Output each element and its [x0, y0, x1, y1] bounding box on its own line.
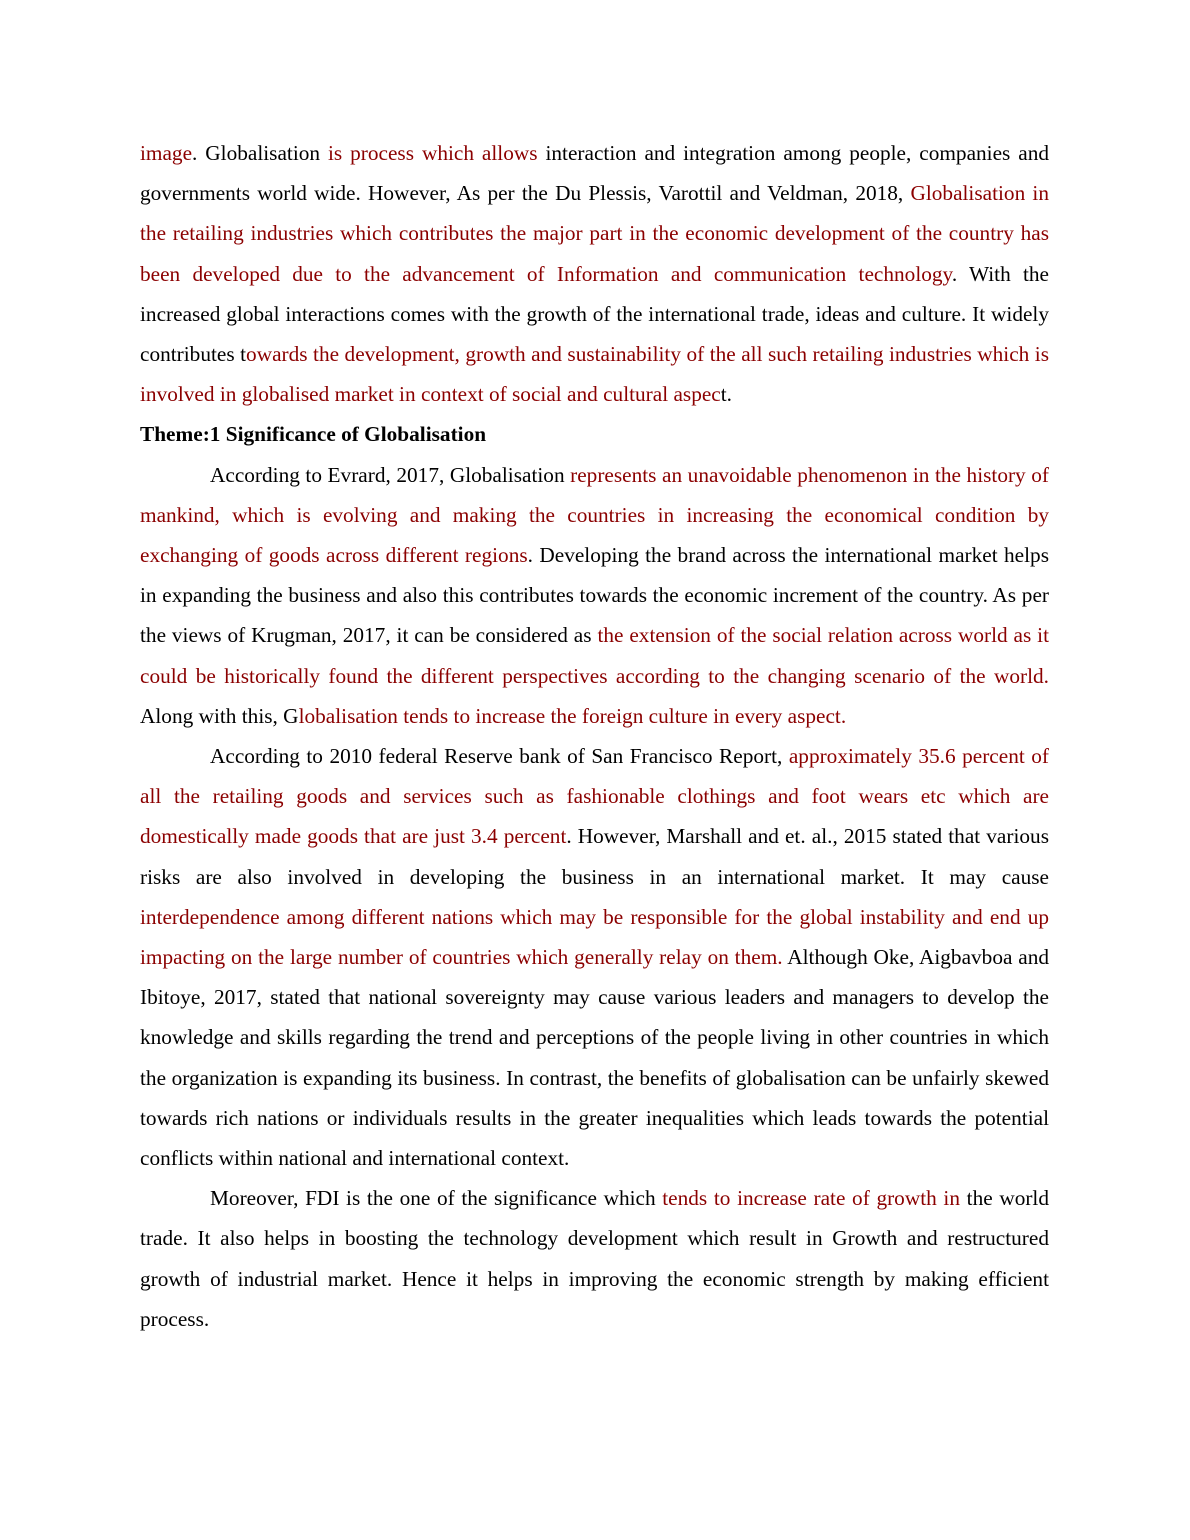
intro-text-2: . Globalisation [192, 141, 328, 165]
p1-text-6: lobalisation tends to increase the foreign culture in every aspect. [298, 703, 847, 728]
p1-text-5: Along with this, G [140, 703, 299, 728]
intro-text-7: owards the development, growth and sustainability of the all such retailing industries which is involved in globalised market in context of social and cultural aspec [140, 342, 1050, 407]
p3-text-3: the world trade. It also helps in boosting the technology development which result in Growth and restructured growth of industrial market. Hence it helps in improving the economic strength by making efficient process. [140, 1186, 1050, 1331]
intro-text-1: image [140, 141, 193, 165]
p1-text-1: According to Evrard, 2017, Globalisation [210, 462, 571, 487]
document-page [140, 133, 1049, 1339]
theme-heading: Theme:1 Significance of Globalisation [140, 422, 487, 447]
intro-text-6: . With the increased global interactions comes with the growth of the international trade, ideas and culture. It widely contributes t [140, 261, 1049, 367]
paragraph-3 [140, 1178, 1049, 1339]
p1-text-3: . Developing the brand across the international market helps in expanding the business and also this contributes towards the economic increment of the country. As per the views of Krugman, 2017, it can be considered as [140, 543, 1049, 648]
intro-text-8: t. [720, 382, 733, 407]
intro-text-4: interaction and integration among people, companies and governments world wide. However, As per the Du Plessis, Varottil and Veldman, 2018, [140, 141, 1050, 206]
p2-text-5: Although Oke, Aigbavboa and Ibitoye, 2017, stated that national sovereignty may cause various leaders and managers to develop the knowledge and skills regarding the trend and perceptions of the people living in other countries in which the organization is expanding its business. In contrast, the benefits of globalisation can be unfairly skewed towards rich nations or individuals results in the greater inequalities which leads towards the potential conflicts within national and international context. [140, 945, 1049, 1171]
p2-text-3: . However, Marshall and et. al., 2015 stated that various risks are also involved in developing the business in an international market. It may cause [140, 824, 1049, 889]
intro-paragraph [140, 133, 1049, 414]
p2-text-4: interdependence among different nations which may be responsible for the global instability and end up impacting on the large number of countries which generally relay on them. [140, 904, 1049, 970]
paragraph-2 [140, 736, 1049, 1178]
p3-text-1: Moreover, FDI is the one of the significance which [210, 1186, 663, 1211]
paragraph-1 [140, 455, 1049, 736]
p1-text-4: the extension of the social relation across world as it could be historically found the different perspectives according to the changing scenario of the world. [140, 623, 1049, 688]
p2-text-2: approximately 35.6 percent of all the retailing goods and services such as fashionable clothings and foot wears etc which are domestically made goods that are just 3.4 percent [140, 744, 1050, 849]
p3-text-2: tends to increase rate of growth in [662, 1186, 960, 1211]
intro-text-5: Globalisation in the retailing industries which contributes the major part in the economic development of the country has been developed due to the advancement of Information and communication technology [140, 181, 1049, 286]
p1-text-2: represents an unavoidable phenomenon in the history of mankind, which is evolving and making the countries in increasing the economical condition by exchanging of goods across different regions [140, 462, 1049, 568]
intro-text-3: is process which allows [328, 141, 538, 165]
p2-text-1: According to 2010 federal Reserve bank of San Francisco Report, [210, 744, 789, 769]
